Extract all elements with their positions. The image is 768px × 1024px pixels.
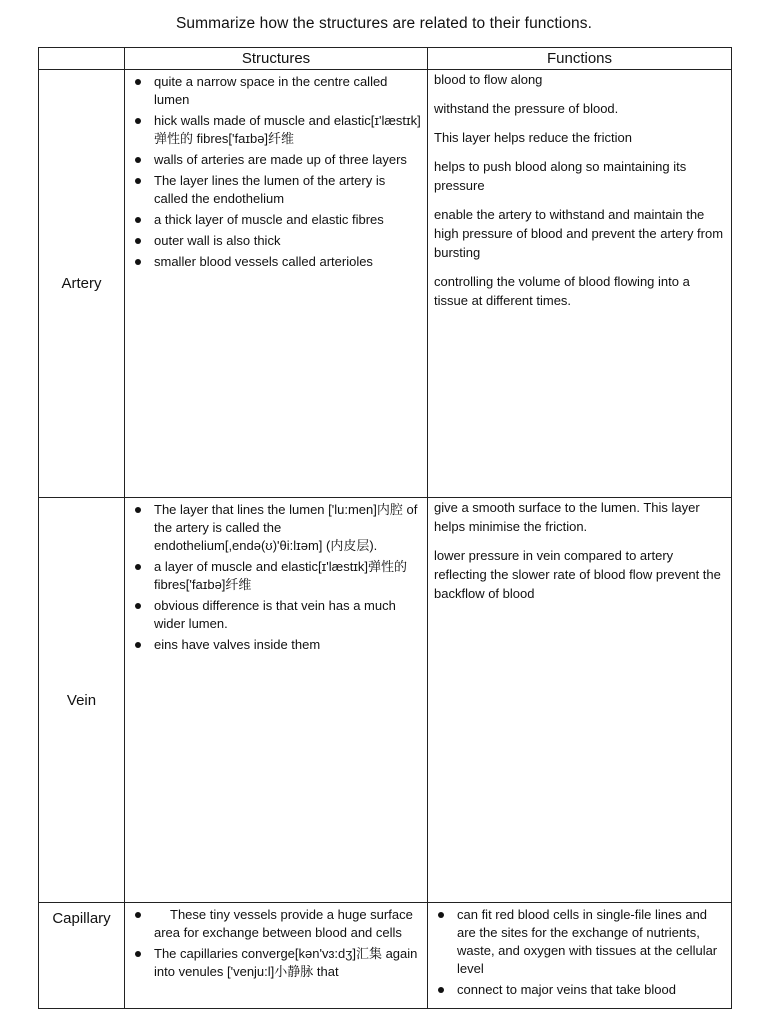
list-item-text: These tiny vessels provide a huge surface area for exchange between blood and cells (154, 907, 413, 940)
list-item: smaller blood vessels called arterioles (133, 253, 421, 271)
list-item: outer wall is also thick (133, 232, 421, 250)
function-text: controlling the volume of blood flowing into a tissue at different times. (434, 274, 690, 308)
list-item: hick walls made of muscle and elastic[ɪ'læstɪk]弹性的 fibres['faɪbə]纤维 (133, 112, 421, 148)
list-item: The capillaries converge[kən'vɜ:dʒ]汇集 again into venules ['venju:l]小静脉 that (133, 945, 421, 981)
functions-cell-capillary (428, 903, 732, 1009)
functions-cell-artery (428, 70, 732, 498)
header-empty (39, 48, 125, 70)
structures-cell-vein (125, 498, 428, 903)
list-item: The layer that lines the lumen ['lu:men]内腔 of the artery is called the endothelium[,endə(ʊ)'θi:lɪəm] (内皮层). (133, 501, 421, 555)
table-row-artery (39, 70, 732, 498)
structures-cell-capillary (125, 903, 428, 1009)
list-item: walls of arteries are made up of three layers (133, 151, 421, 169)
page-title: Summarize how the structures are related to their functions. (175, 15, 593, 32)
structures-list-capillary (125, 903, 427, 981)
structures-list-vein (125, 498, 427, 654)
structures-list-artery (125, 70, 427, 271)
table-row-capillary (39, 903, 732, 1009)
list-item: a thick layer of muscle and elastic fibres (133, 211, 421, 229)
row-name-artery: Artery (39, 70, 125, 498)
functions-list-artery (428, 70, 731, 310)
functions-cell-vein (428, 498, 732, 903)
functions-list-vein (428, 498, 731, 603)
function-text: This layer helps reduce the friction (434, 130, 632, 145)
function-text: withstand the pressure of blood. (434, 101, 619, 116)
list-item: quite a narrow space in the centre called lumen (133, 73, 421, 109)
function-text: lower pressure in vein compared to artery reflecting the slower rate of blood flow prevent the backflow of blood (434, 548, 721, 601)
function-text: blood to flow along (434, 72, 543, 87)
structures-cell-artery (125, 70, 428, 498)
header-structures: Structures (125, 48, 428, 70)
list-item: can fit red blood cells in single-file lines and are the sites for the exchange of nutrients, waste, and oxygen with tissues at the cellular level (436, 906, 725, 978)
list-item: The layer lines the lumen of the artery is called the endothelium (133, 172, 421, 208)
summary-table (38, 47, 732, 1009)
list-item: obvious difference is that vein has a much wider lumen. (133, 597, 421, 633)
header-row (39, 48, 732, 70)
list-item (133, 906, 421, 942)
function-text: enable the artery to withstand and maintain the high pressure of blood and prevent the artery from bursting (434, 207, 724, 260)
row-name-vein: Vein (39, 498, 125, 903)
table-row-vein (39, 498, 732, 903)
list-item: eins have valves inside them (133, 636, 421, 654)
function-text: give a smooth surface to the lumen. This layer helps minimise the friction. (434, 500, 700, 534)
list-item: a layer of muscle and elastic[ɪ'læstɪk]弹性的 fibres['faɪbə]纤维 (133, 558, 421, 594)
functions-list-capillary (428, 903, 731, 999)
header-functions: Functions (428, 48, 732, 70)
function-text: helps to push blood along so maintaining its pressure (434, 159, 687, 193)
row-name-capillary: Capillary (39, 903, 125, 1009)
list-item: connect to major veins that take blood (436, 981, 725, 999)
